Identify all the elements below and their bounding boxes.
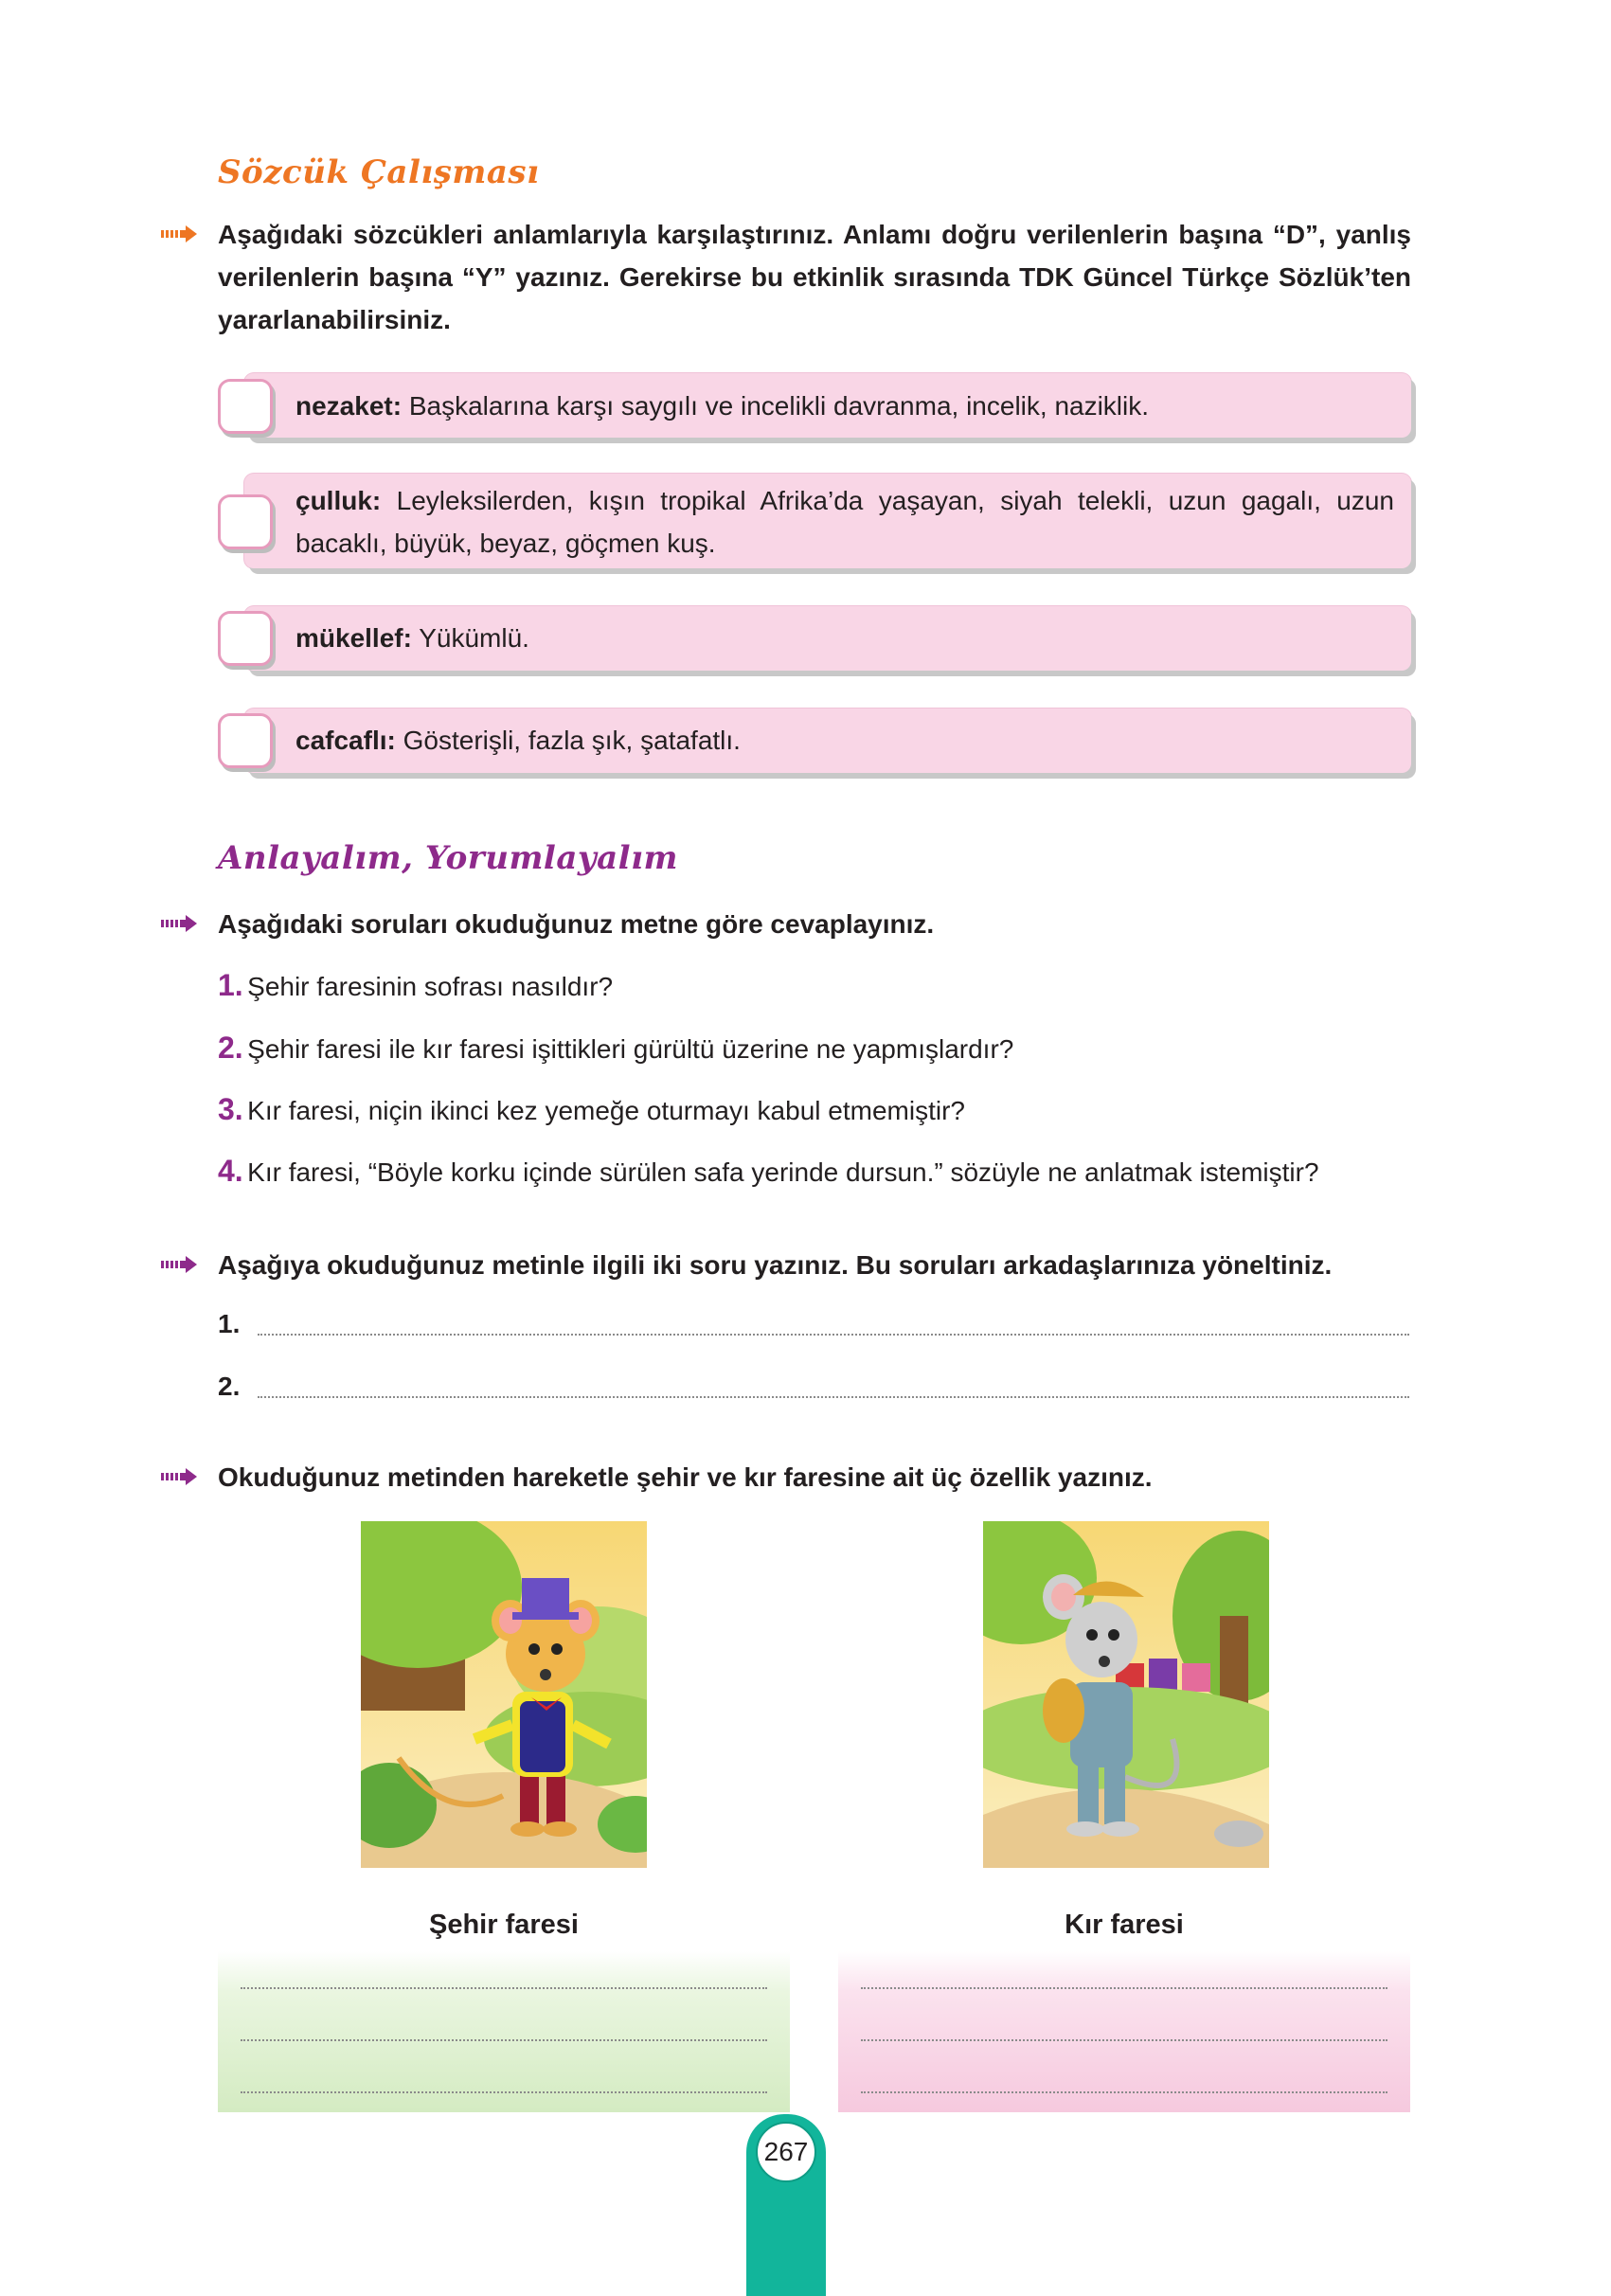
arrow-bullet-icon <box>161 225 197 242</box>
country-mouse-illustration <box>983 1521 1269 1868</box>
word-definition: cafcaflı: Gösterişli, fazla şık, şatafatlı. <box>295 726 741 755</box>
write-line[interactable] <box>861 2039 1387 2041</box>
arrow-bullet-icon <box>161 1468 197 1485</box>
question-item: 3. Kır faresi, niçin ikinci kez yemeğe oturmayı kabul etmemiştir? <box>218 1092 965 1126</box>
word-definition: çulluk: Leyleksilerden, kışın tropikal Afrika’da yaşayan, siyah telekli, uzun gagalı, uzun bacaklı, büyük, beyaz, göçmen kuş. <box>295 486 1394 558</box>
section4-instruction: Okuduğunuz metinden hareketle şehir ve kır faresine ait üç özellik yazınız. <box>218 1462 1153 1492</box>
write-line-number: 2. <box>218 1372 241 1401</box>
write-line[interactable] <box>861 1987 1387 1989</box>
section3-instruction: Aşağıya okuduğunuz metinle ilgili iki soru yazınız. Bu soruları arkadaşlarınıza yöneltiniz. <box>218 1250 1333 1280</box>
question-item: 2. Şehir faresi ile kır faresi işittikleri gürültü üzerine ne yapmışlardır? <box>218 1031 1014 1065</box>
arrow-bullet-icon <box>161 1256 197 1273</box>
city-mouse-answer-panel <box>218 1951 790 2112</box>
answer-box[interactable] <box>218 379 273 434</box>
question-item: 4. Kır faresi, “Böyle korku içinde sürülen safa yerinde dursun.” sözüyle ne anlatmak istemiştir? <box>218 1154 1319 1188</box>
write-line[interactable] <box>241 1987 767 1989</box>
section1-instruction: Aşağıdaki sözcükleri anlamlarıyla karşılaştırınız. Anlamı doğru verilenlerin başına “D”, yanlış verilenlerin başına “Y” yazınız. Gerekirse bu etkinlik sırasında TDK Güncel Türkçe Sözlük’ten yararlanabilirsiniz. <box>218 220 1411 334</box>
country-mouse-label: Kır faresi <box>1065 1910 1184 1940</box>
write-line[interactable] <box>241 2091 767 2093</box>
arrow-bullet-icon <box>161 915 197 932</box>
write-line-number: 1. <box>218 1309 241 1338</box>
word-definition: mükellef: Yükümlü. <box>295 623 529 653</box>
city-mouse-illustration <box>361 1521 647 1868</box>
section2-instruction: Aşağıdaki soruları okuduğunuz metne göre cevaplayınız. <box>218 909 935 939</box>
answer-box[interactable] <box>218 713 273 768</box>
section-title-sozcuk: Sözcük Çalışması <box>218 153 540 191</box>
answer-box[interactable] <box>218 494 273 549</box>
write-line[interactable] <box>241 2039 767 2041</box>
city-mouse-label: Şehir faresi <box>429 1910 579 1940</box>
word-definition: nezaket: Başkalarına karşı saygılı ve incelikli davranma, incelik, naziklik. <box>295 391 1150 421</box>
country-mouse-answer-panel <box>838 1951 1410 2112</box>
write-line[interactable] <box>258 1396 1409 1398</box>
write-line[interactable] <box>258 1334 1409 1336</box>
question-item: 1. Şehir faresinin sofrası nasıldır? <box>218 968 614 1002</box>
write-line[interactable] <box>861 2091 1387 2093</box>
answer-box[interactable] <box>218 611 273 666</box>
section-title-anlayalim: Anlayalım, Yorumlayalım <box>218 839 678 877</box>
page-number: 267 <box>756 2122 816 2182</box>
